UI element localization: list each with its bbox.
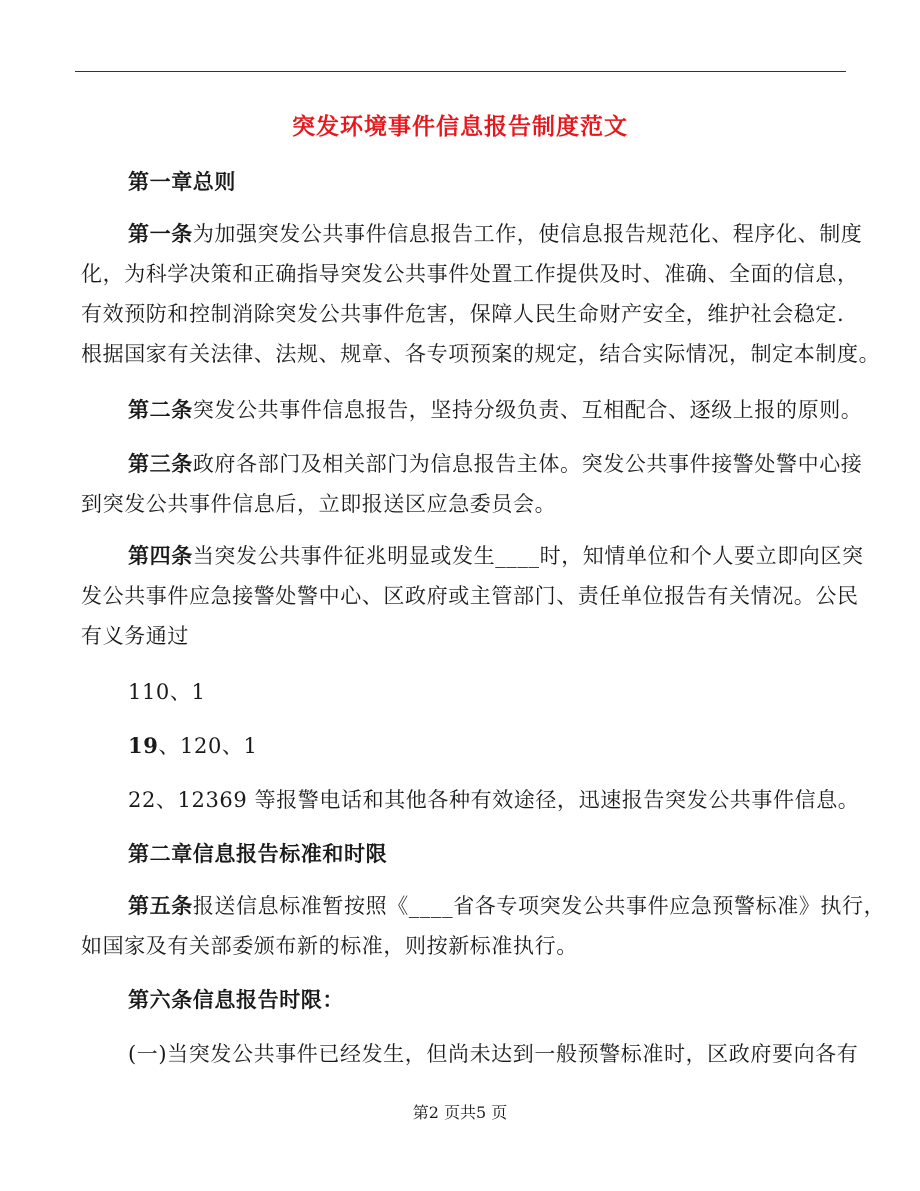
item-1-line-1: (一)当突发公共事件已经发生，但尚未达到一般预警标准时，区政府要向各有 <box>128 1042 859 1066</box>
article-1-line-4: 根据国家有关法律、法规、规章、各专项预案的规定，结合实际情况，制定本制度。 <box>81 342 881 366</box>
chapter-heading-1: 第一章总则 <box>128 169 236 194</box>
article-1-line-1 <box>128 219 862 249</box>
chapter-heading-2: 第二章信息报告标准和时限 <box>128 841 388 866</box>
article-4-text-1: 当突发公共事件征兆明显或发生____时，知情单位和个人要立即向区突 <box>192 544 864 568</box>
phone-numbers-1: 110、1 <box>128 680 206 704</box>
article-4-label: 第四条 <box>128 543 193 568</box>
article-3-label: 第三条 <box>128 451 193 476</box>
header-rule <box>75 71 846 72</box>
phone-numbers-2-bold: 19 <box>128 733 159 758</box>
phone-numbers-3: 22、12369 等报警电话和其他各种有效途径，迅速报告突发公共事件信息。 <box>128 788 860 812</box>
article-3-line-1 <box>128 449 862 479</box>
article-4-line-3: 有义务通过 <box>81 624 189 648</box>
article-2-line-1 <box>128 395 862 425</box>
article-2-text-1: 突发公共事件信息报告，坚持分级负责、互相配合、逐级上报的原则。 <box>192 398 863 422</box>
phone-numbers-2 <box>128 731 257 761</box>
article-4-line-2: 发公共事件应急接警处警中心、区政府或主管部门、责任单位报告有关情况。公民 <box>81 584 859 608</box>
article-5-line-1 <box>128 891 885 921</box>
document-title: 突发环境事件信息报告制度范文 <box>292 113 628 140</box>
article-5-line-2: 如国家及有关部委颁布新的标准，则按新标准执行。 <box>81 934 578 958</box>
article-6-heading: 第六条信息报告时限： <box>128 987 344 1012</box>
article-5-label: 第五条 <box>128 893 193 918</box>
article-5-text-1: 报送信息标准暂按照《____省各专项突发公共事件应急预警标准》执行， <box>192 894 886 918</box>
article-2-label: 第二条 <box>128 397 193 422</box>
article-1-text-1: 为加强突发公共事件信息报告工作，使信息报告规范化、程序化、制度 <box>192 222 863 246</box>
page-number: 第2 页共5 页 <box>412 1103 508 1122</box>
article-1-label: 第一条 <box>128 221 193 246</box>
phone-numbers-2-rest: 、120、1 <box>158 734 258 758</box>
article-4-line-1 <box>128 541 864 571</box>
article-3-text-1: 政府各部门及相关部门为信息报告主体。突发公共事件接警处警中心接 <box>192 452 863 476</box>
article-1-line-2: 化，为科学决策和正确指导突发公共事件处置工作提供及时、准确、全面的信息， <box>81 262 859 286</box>
article-1-line-3: 有效预防和控制消除突发公共事件危害，保障人民生命财产安全，维护社会稳定. <box>81 302 845 326</box>
article-3-line-2: 到突发公共事件信息后，立即报送区应急委员会。 <box>81 492 557 516</box>
